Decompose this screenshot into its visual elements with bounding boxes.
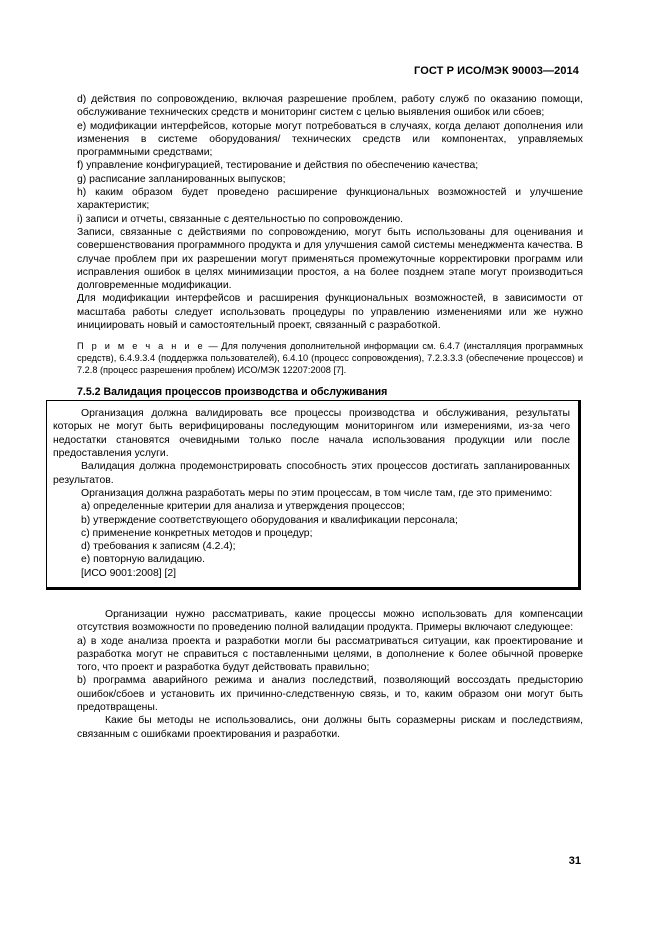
list-item: h) каким образом будет проведено расширение функциональных возможностей и улучшение характеристик; <box>77 187 583 212</box>
after-section <box>77 608 583 741</box>
box-items-list <box>53 500 570 566</box>
page-content <box>53 93 583 741</box>
box-paragraph: Валидация должна продемонстрировать способность этих процессов достигать запланированных результатов. <box>53 461 570 486</box>
box-list-item: d) требования к записям (4.2.4); <box>81 541 236 553</box>
list-item: g) расписание запланированных выпусков; <box>77 173 286 185</box>
note-label: П р и м е ч а н и е <box>77 341 205 352</box>
section-title: 7.5.2 Валидация процессов производства и обслуживания <box>77 386 388 399</box>
box-list-item: c) применение конкретных методов и процедур; <box>81 527 313 539</box>
box-list-item: b) утверждение соответствующего оборудования и квалификации персонала; <box>81 514 458 526</box>
box-paragraphs <box>53 407 570 500</box>
after-intro: Организации нужно рассматривать, какие процессы можно использовать для компенсации отсутствия возможности по проведению полной валидации продукта. Примеры включают следующее: <box>77 608 583 634</box>
note-text: — Для получения дополнительной информации см. 6.4.7 (инсталляция программных средств), 6.4.9.3.4 (поддержка пользователей), 6.4.10 (процесс сопровождения), 7.2.3.3.3 (обеспечение процессов) и 7.2.8 (процесс разрешения проблем) ИСО/МЭК 12207:2008 [7]. <box>77 341 583 375</box>
page-number: 31 <box>568 855 581 867</box>
after-list-item: b) программа аварийного режима и анализ последствий, позволяющий воссоздать предысторию ошибок/сбоев и установить их причинно-следственную связь, и то, каким образом они могут быть предотвращены. <box>77 675 583 714</box>
list-item: е) модификации интерфейсов, которые могут потребоваться в случаях, когда делают дополнения или изменения в системе оборудования/ технических средств или компонентах, управляемых программными средствами; <box>77 120 583 159</box>
note <box>77 341 583 376</box>
box-paragraph: Организация должна валидировать все процессы производства и обслуживания, результаты которых не могут быть верифицированы последующим мониторингом или измерениями, из-за чего недостатки становятся очевидными только после начала использования продукции или после предоставления услуги. <box>53 408 570 460</box>
box-list-item: a) определенные критерии для анализа и утверждения процессов; <box>81 501 405 513</box>
box-paragraph: Организация должна разработать меры по этим процессам, в том числе там, где это применимо: <box>81 487 553 499</box>
document-header: ГОСТ Р ИСО/МЭК 90003—2014 <box>414 65 579 77</box>
list-item: d) действия по сопровождению, включая разрешение проблем, работу служб по оказанию помощи, обслуживание технических средств и мониторинг систем с целью выявления ошибок или сбоев; <box>77 94 583 119</box>
quoted-requirement-box <box>46 400 581 590</box>
list-item: i) записи и отчеты, связанные с деятельностью по сопровождению. <box>77 213 404 225</box>
box-reference: [ИСО 9001:2008] [2] <box>81 567 177 579</box>
after-list-item: a) в ходе анализа проекта и разработки могли бы рассматриваться ситуации, как проектирование и разработка могут не справиться с поставленными целями, в дополнение к более обычной проверке того, что проект и разработка будут действовать правильно; <box>77 635 583 674</box>
after-closing: Какие бы методы не использовались, они должны быть соразмерны рискам и последствиям, связанным с ошибками проектирования и разработки. <box>77 715 583 740</box>
list-item: f) управление конфигурацией, тестирование и действия по обеспечению качества; <box>77 160 479 172</box>
after-items-list <box>77 635 583 715</box>
maintenance-paragraphs <box>77 226 583 332</box>
box-list-item: e) повторную валидацию. <box>81 554 205 566</box>
maintenance-items-list <box>77 93 583 226</box>
paragraph: Для модификации интерфейсов и расширения функциональных возможностей, в зависимости от масштаба работы следует использовать процедуры по управлению изменениями или же нужно инициировать новый и самостоятельный проект, связанный с разработкой. <box>77 293 583 332</box>
paragraph: Записи, связанные с действиями по сопровождению, могут быть использованы для оценивания и совершенствования программного продукта и для улучшения самой системы менеджмента качества. В случае проблем при их разрешении могут применяться промежуточные корректировки программ или исправления ошибок в целях минимизации простоя, а на более позднем этапе могут производиться долговременные модификации. <box>77 226 583 292</box>
